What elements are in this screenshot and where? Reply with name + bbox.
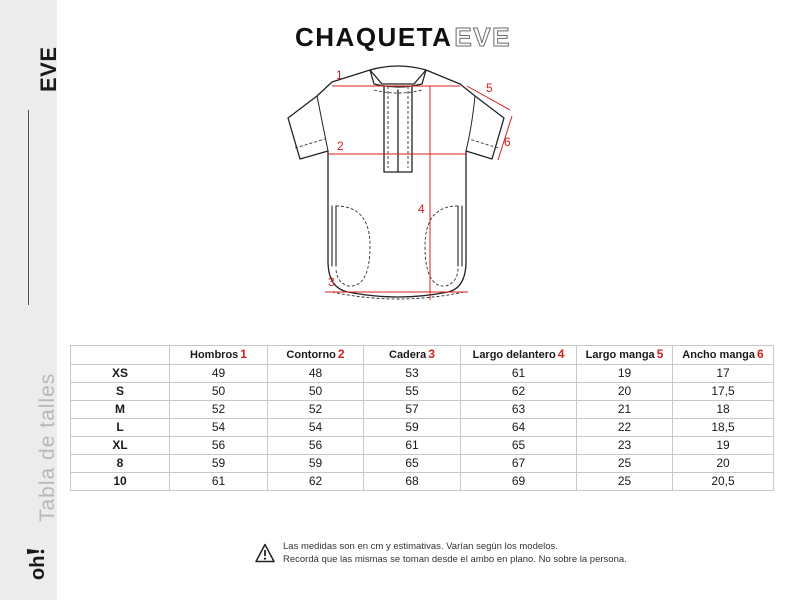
measurement-cell: 19: [673, 437, 774, 455]
measurement-cell: 17,5: [673, 383, 774, 401]
size-label: M: [71, 401, 170, 419]
marker-5: 5: [486, 81, 493, 95]
measurement-cell: 20: [577, 383, 673, 401]
size-label: L: [71, 419, 170, 437]
measurement-cell: 25: [577, 473, 673, 491]
page-title: [295, 22, 511, 53]
measurement-cell: 49: [170, 365, 268, 383]
column-header-number: 5: [656, 347, 664, 361]
table-row: [71, 437, 774, 455]
measurement-cell: 54: [268, 419, 364, 437]
measurement-cell: 65: [364, 455, 461, 473]
measurement-cell: 68: [364, 473, 461, 491]
measurement-cell: 52: [170, 401, 268, 419]
measurement-cell: 50: [268, 383, 364, 401]
measurement-cell: 56: [170, 437, 268, 455]
measurement-cell: 62: [268, 473, 364, 491]
size-table: [70, 345, 774, 491]
measurement-cell: 59: [364, 419, 461, 437]
size-label: 8: [71, 455, 170, 473]
measurement-cell: 53: [364, 365, 461, 383]
marker-4: 4: [418, 202, 425, 216]
measurement-cell: 59: [268, 455, 364, 473]
measurement-cell: 21: [577, 401, 673, 419]
size-label: XS: [71, 365, 170, 383]
measurement-cell: 63: [461, 401, 577, 419]
sidebar-divider: [28, 110, 29, 305]
measurement-cell: 56: [268, 437, 364, 455]
measurement-cell: 61: [170, 473, 268, 491]
measurement-cell: 20: [673, 455, 774, 473]
footnote-line-1: Las medidas son en cm y estimativas. Varían según los modelos.: [283, 541, 558, 552]
table-row: [71, 365, 774, 383]
warning-icon: [255, 543, 275, 563]
marker-1: 1: [336, 68, 343, 82]
measurement-cell: 18,5: [673, 419, 774, 437]
column-header: [170, 346, 268, 365]
column-header: [364, 346, 461, 365]
measurement-cell: 57: [364, 401, 461, 419]
jacket-diagram: [270, 56, 530, 318]
sidebar: [0, 0, 61, 600]
brand-name: EVE: [36, 46, 61, 92]
table-row: [71, 401, 774, 419]
measurement-cell: 67: [461, 455, 577, 473]
jacket-stitching: [295, 86, 498, 299]
column-header: [577, 346, 673, 365]
svg-text:oh: oh: [27, 555, 49, 580]
column-header-number: 6: [757, 347, 764, 361]
column-header-number: 1: [240, 347, 247, 361]
column-header: [268, 346, 364, 365]
column-header-number: 3: [428, 347, 435, 361]
measurement-cell: 65: [461, 437, 577, 455]
column-header: [461, 346, 577, 365]
marker-2: 2: [337, 139, 344, 153]
title-suffix: EVE: [454, 22, 511, 52]
measurement-cell: 64: [461, 419, 577, 437]
measure-lines: [325, 86, 512, 300]
column-header-label: Largo delantero: [472, 349, 556, 361]
size-label: XL: [71, 437, 170, 455]
measurement-cell: 69: [461, 473, 577, 491]
measurement-cell: 55: [364, 383, 461, 401]
column-header-label: Largo manga: [585, 349, 655, 361]
size-label: 10: [71, 473, 170, 491]
footnote-line-2: Recordá que las mismas se toman desde el ambo en plano. No sobre la persona.: [283, 553, 627, 565]
column-header-label: Hombros: [190, 349, 239, 361]
measurement-cell: 17: [673, 365, 774, 383]
table-header-row: [71, 346, 774, 365]
title-main: CHAQUETA: [295, 22, 453, 52]
measurement-cell: 20,5: [673, 473, 774, 491]
column-header-label: Cadera: [389, 349, 427, 361]
column-header: [673, 346, 774, 365]
jacket-outline: [288, 66, 504, 297]
measurement-cell: 25: [577, 455, 673, 473]
measurement-cell: 50: [170, 383, 268, 401]
marker-6: 6: [504, 135, 511, 149]
measurement-cell: 22: [577, 419, 673, 437]
size-label: S: [71, 383, 170, 401]
table-row: [71, 419, 774, 437]
column-header-label: Contorno: [286, 349, 336, 361]
column-header-number: 4: [557, 347, 565, 361]
column-header-number: 2: [337, 347, 345, 361]
measurement-cell: 61: [461, 365, 577, 383]
measure-labels: [328, 68, 511, 289]
measurement-cell: 62: [461, 383, 577, 401]
column-header-label: Ancho manga: [682, 349, 756, 361]
measurement-cell: 52: [268, 401, 364, 419]
measurement-cell: 19: [577, 365, 673, 383]
table-row: [71, 455, 774, 473]
table-row: [71, 473, 774, 491]
measurement-cell: 18: [673, 401, 774, 419]
measurement-cell: 54: [170, 419, 268, 437]
measurement-cell: 61: [364, 437, 461, 455]
table-row: [71, 383, 774, 401]
measurement-cell: 48: [268, 365, 364, 383]
oh-logo: [20, 532, 50, 580]
marker-3: 3: [328, 275, 335, 289]
corner-cell: [71, 346, 170, 365]
measurement-cell: 59: [170, 455, 268, 473]
measurement-cell: 23: [577, 437, 673, 455]
sidebar-subtitle: Tabla de talles: [36, 372, 59, 522]
